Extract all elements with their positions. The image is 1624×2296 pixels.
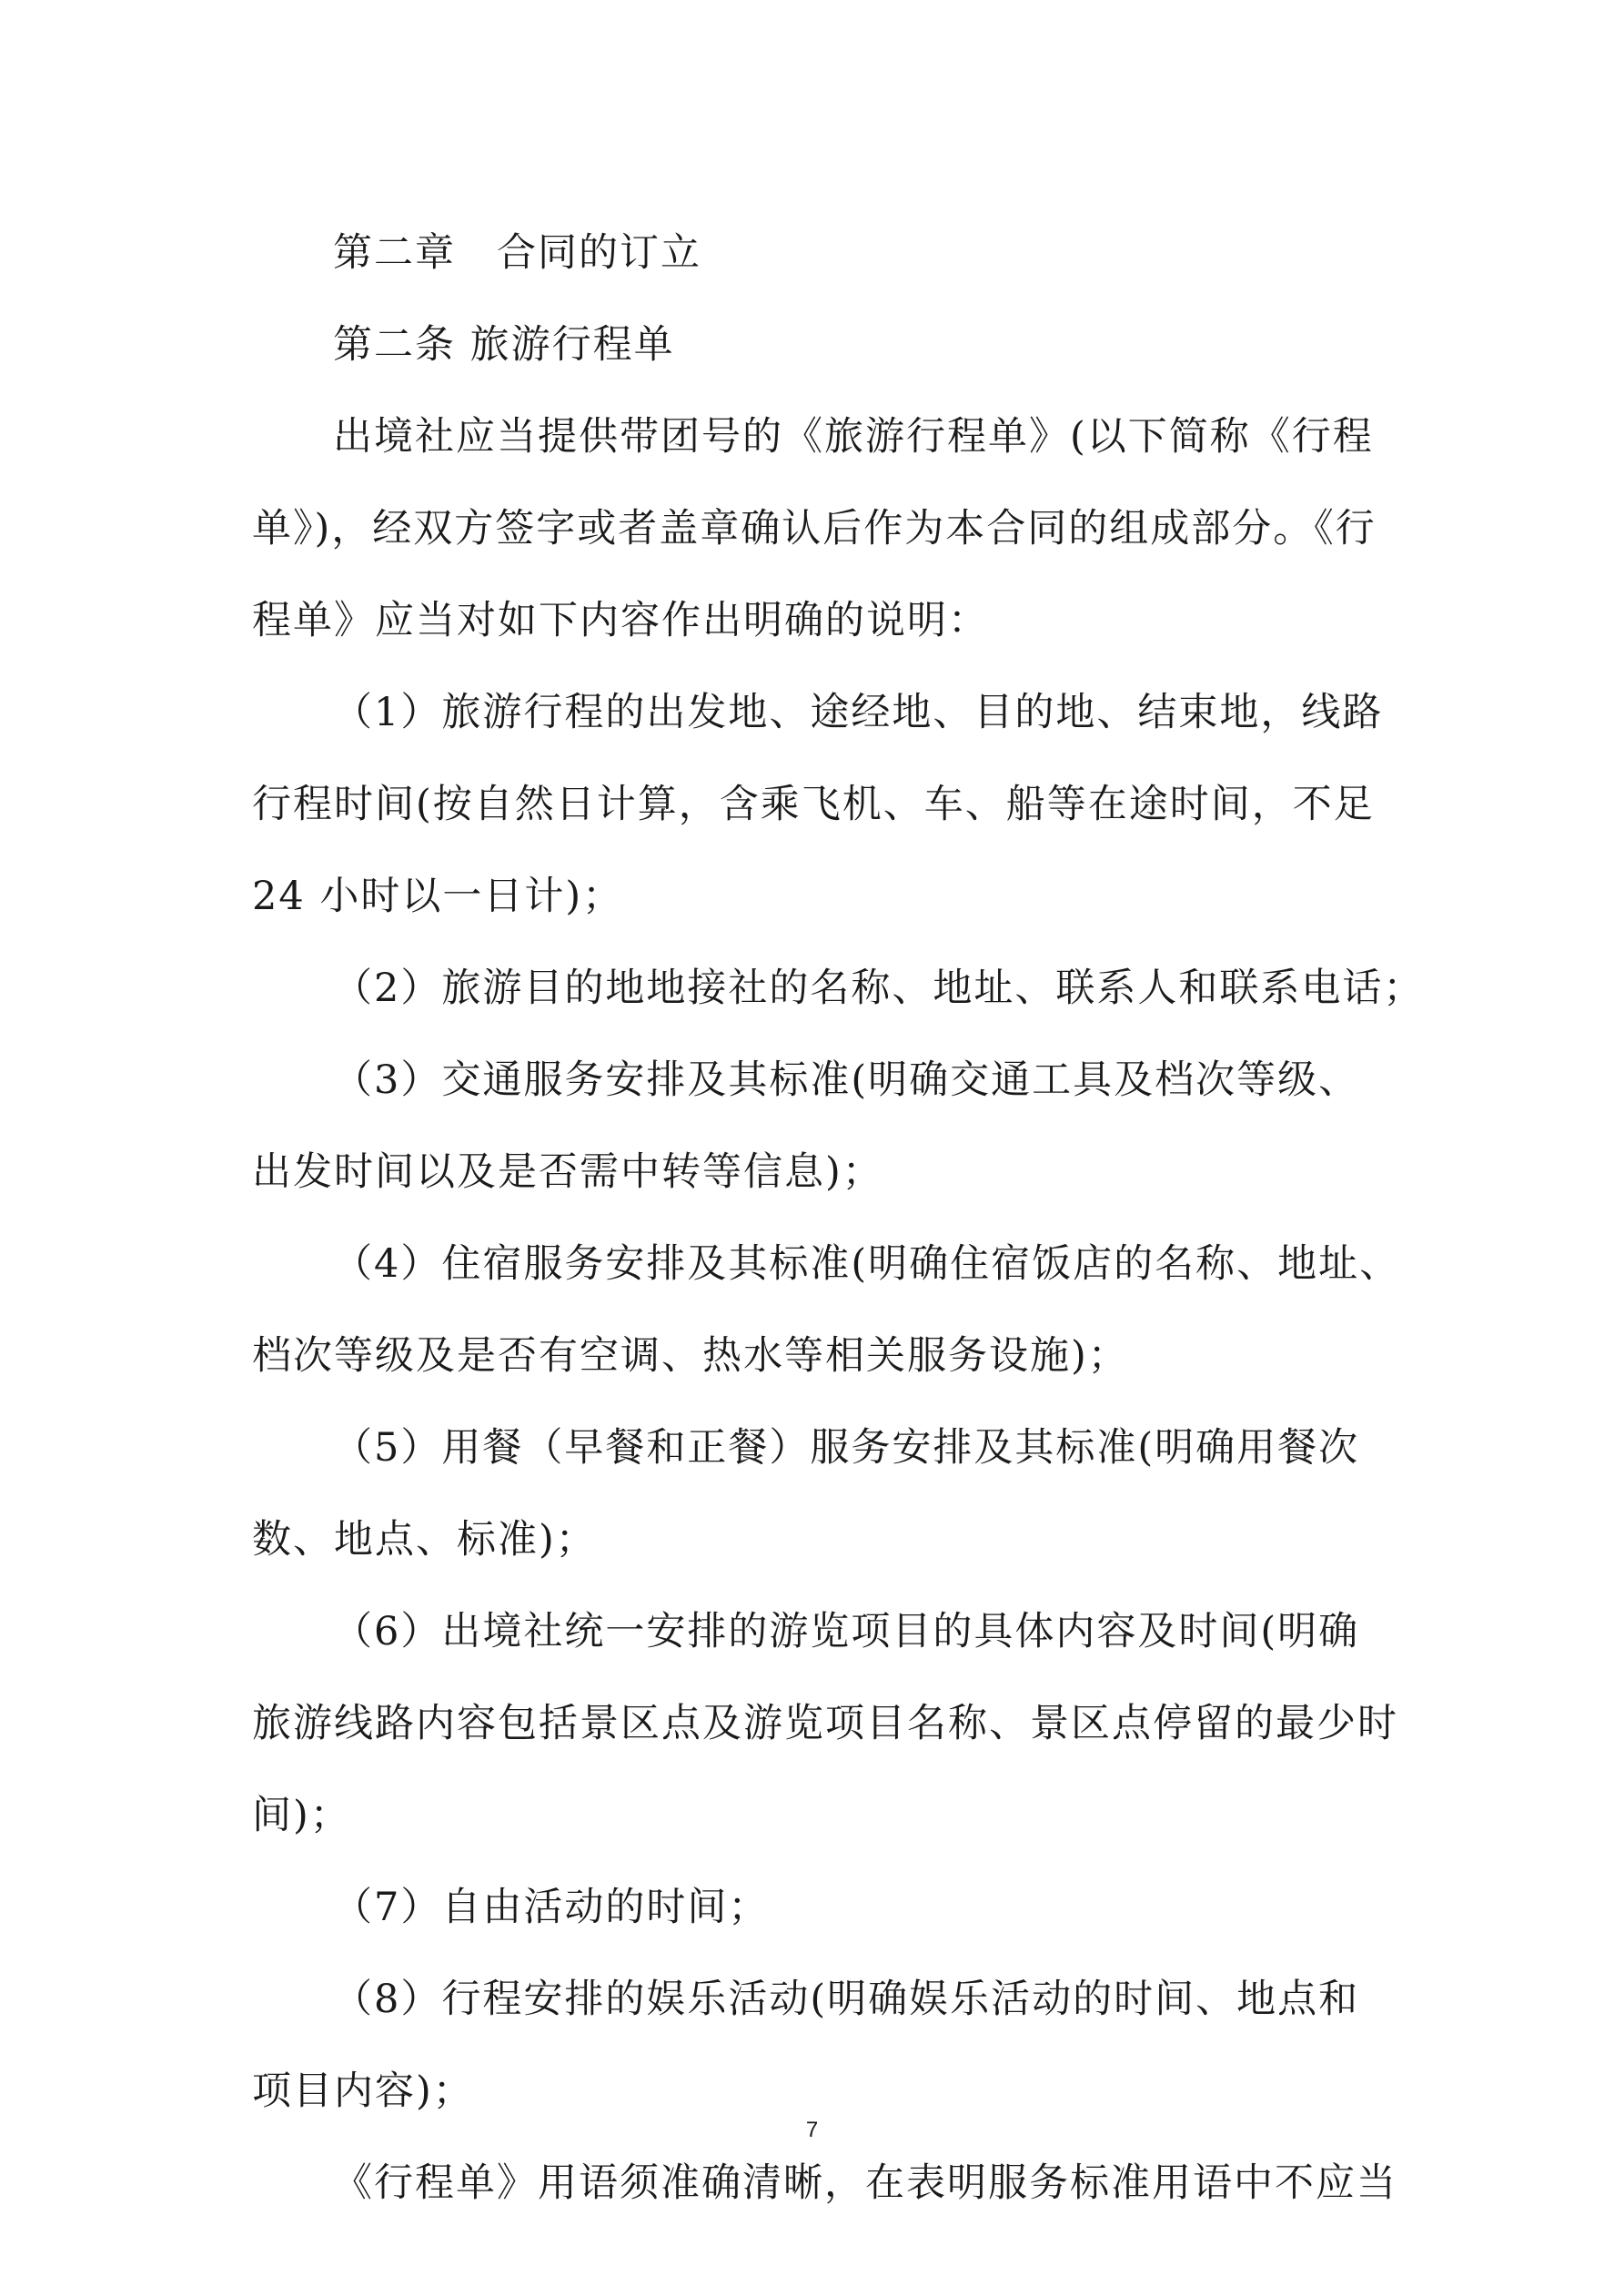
list-item-line: （5）用餐（早餐和正餐）服务安排及其标准(明确用餐次 <box>333 1425 1360 1471</box>
chapter-heading: 第二章 合同的订立 <box>333 230 701 276</box>
list-item-line: （8）行程安排的娱乐活动(明确娱乐活动的时间、地点和 <box>333 1977 1360 2022</box>
list-item-line: 间)； <box>252 1793 351 1838</box>
list-item-line: （7）自由活动的时间； <box>333 1885 770 1930</box>
paragraph-line: 单》)，经双方签字或者盖章确认后作为本合同的组成部分。《行 <box>252 506 1377 551</box>
list-item-line: 档次等级及是否有空调、热水等相关服务设施)； <box>252 1333 1129 1379</box>
list-item-line: （1）旅游行程的出发地、途经地、目的地、结束地，线路 <box>333 690 1384 735</box>
paragraph-line: 程单》应当对如下内容作出明确的说明： <box>252 598 989 643</box>
article-heading: 第二条 旅游行程单 <box>333 322 675 368</box>
list-item-line: （4）住宿服务安排及其标准(明确住宿饭店的名称、地址、 <box>333 1241 1401 1287</box>
list-item-line: 行程时间(按自然日计算，含乘飞机、车、船等在途时间，不足 <box>252 782 1375 827</box>
list-item-line: （2）旅游目的地地接社的名称、地址、联系人和联系电话； <box>333 966 1425 1011</box>
list-item-line: 项目内容)； <box>252 2068 474 2114</box>
page-number: 7 <box>805 2118 819 2142</box>
list-item-line: 数、地点、标准)； <box>252 1517 597 1563</box>
list-item-line: （3）交通服务安排及其标准(明确交通工具及档次等级、 <box>333 1057 1360 1103</box>
list-item-line: 出发时间以及是否需中转等信息)； <box>252 1149 883 1195</box>
list-item-line: 24 小时以一日计)； <box>252 874 624 919</box>
list-item-line: （6）出境社统一安排的游览项目的具体内容及时间(明确 <box>333 1609 1360 1654</box>
paragraph-line: 《行程单》用语须准确清晰，在表明服务标准用语中不应当 <box>333 2160 1397 2206</box>
list-item-line: 旅游线路内容包括景区点及游览项目名称、景区点停留的最少时 <box>252 1701 1398 1746</box>
paragraph-line: 出境社应当提供带团号的《旅游行程单》(以下简称《行程 <box>333 414 1374 460</box>
body-text <box>252 207 1425 2230</box>
